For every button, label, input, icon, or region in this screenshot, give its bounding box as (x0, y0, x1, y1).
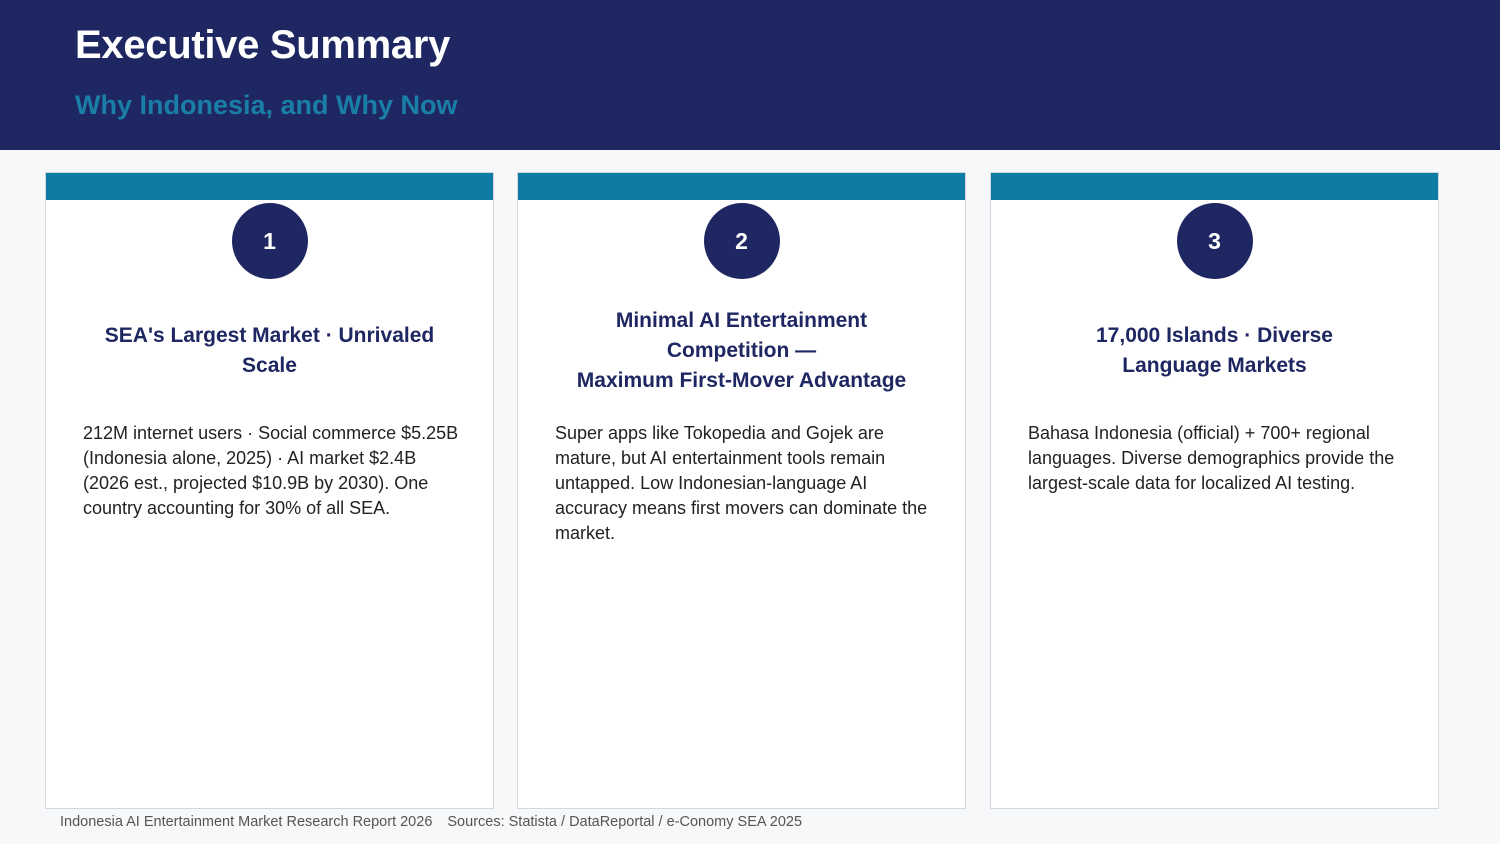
card-heading: 17,000 Islands · Diverse Language Markets (1096, 324, 1333, 377)
card-body: Super apps like Tokopedia and Gojek are mature, but AI entertainment tools remain untapped. Low Indonesian-language AI accuracy means first movers can dominate the market. (555, 423, 928, 543)
summary-card-2 (517, 172, 966, 809)
card-body: Bahasa Indonesia (official) + 700+ regional languages. Diverse demographics provide the largest-scale data for localized AI testing. (1028, 423, 1395, 493)
summary-card-1 (45, 172, 494, 809)
footer (60, 812, 802, 832)
card-heading: SEA's Largest Market · Unrivaled Scale (104, 324, 435, 377)
card-number-badge: 3 (1177, 203, 1253, 279)
card-accent-bar (991, 173, 1438, 200)
footer-report-name: Indonesia AI Entertainment Market Research Report 2026 (60, 814, 433, 830)
card-number-badge: 1 (232, 203, 308, 279)
summary-card-3 (990, 172, 1439, 809)
page-title: Executive Summary (75, 23, 451, 67)
card-heading: Minimal AI Entertainment Competition — Maximum First-Mover Advantage (576, 309, 907, 392)
page-subtitle: Why Indonesia, and Why Now (75, 90, 458, 120)
card-number-badge: 2 (704, 203, 780, 279)
card-accent-bar (46, 173, 493, 200)
footer-sources: Sources: Statista / DataReportal / e-Conomy SEA 2025 (447, 814, 803, 830)
card-accent-bar (518, 173, 965, 200)
header-banner (0, 0, 1500, 150)
card-body: 212M internet users · Social commerce $5.25B (Indonesia alone, 2025) · AI market $2.4B (2026 est., projected $10.9B by 2030). One country accounting for 30% of all SEA. (83, 423, 459, 518)
